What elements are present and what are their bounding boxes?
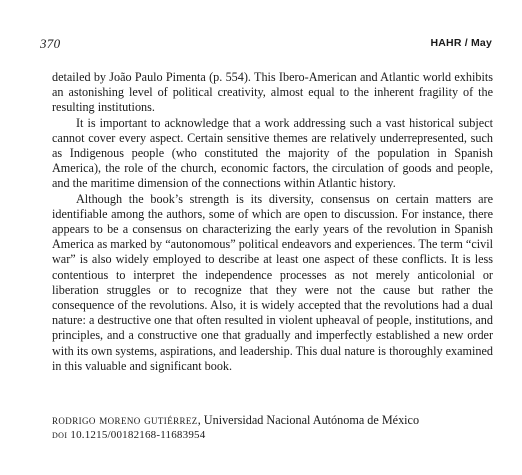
doi-value: 10.1215/00182168-11683954 xyxy=(67,429,206,442)
reviewer-line xyxy=(52,413,493,428)
page-number: 370 xyxy=(40,36,61,51)
reviewer-name: rodrigo moreno gutiérrez xyxy=(52,413,198,427)
paragraph: It is important to acknowledge that a work addressing such a vast historical subject cannot cover every aspect. Certain sensitive themes are relatively underrepresented, such as Indigenous people (who constituted the majority of the population in Spanish America), the role of the church, economic factors, the circulation of goods and people, and the maritime dimension of the connections within Atlantic history. xyxy=(52,115,493,191)
review-body xyxy=(52,70,493,374)
paragraph: Although the book’s strength is its diversity, consensus on certain matters are identifiable among the authors, some of which are open to discussion. For instance, there appears to be a consensus on characterizing the early years of the revolution in Spanish America as marked by “autonomous” political endeavors and experiences. The term “civil war” is also widely employed to describe at least one aspect of these conflicts. It is less contentious to interpret the independence processes as not merely anticolonial or liberation struggles or to recognize that they were not the cause but rather the consequence of the revolutions. Also, it is widely accepted that the revolutions had a dual nature: a destructive one that often resulted in violent upheaval of people, institutions, and principles, and a constructive one that gradually and imperfectly established a new order with its own systems, aspirations, and leadership. This dual nature is thoroughly examined in this valuable and significant book. xyxy=(52,191,493,373)
reviewer-affiliation: , Universidad Nacional Autónoma de México xyxy=(197,413,420,427)
page-header xyxy=(40,36,492,54)
reviewer-signature xyxy=(52,413,493,443)
paragraph-continuation: detailed by João Paulo Pimenta (p. 554). This Ibero-American and Atlantic world exhibits an astonishing level of political creativity, almost equal to the inherent fragility of the resulting institutions. xyxy=(52,70,493,115)
doi-line xyxy=(52,428,493,443)
running-head: HAHR / May xyxy=(430,37,492,49)
doi-label: doi xyxy=(52,429,68,442)
